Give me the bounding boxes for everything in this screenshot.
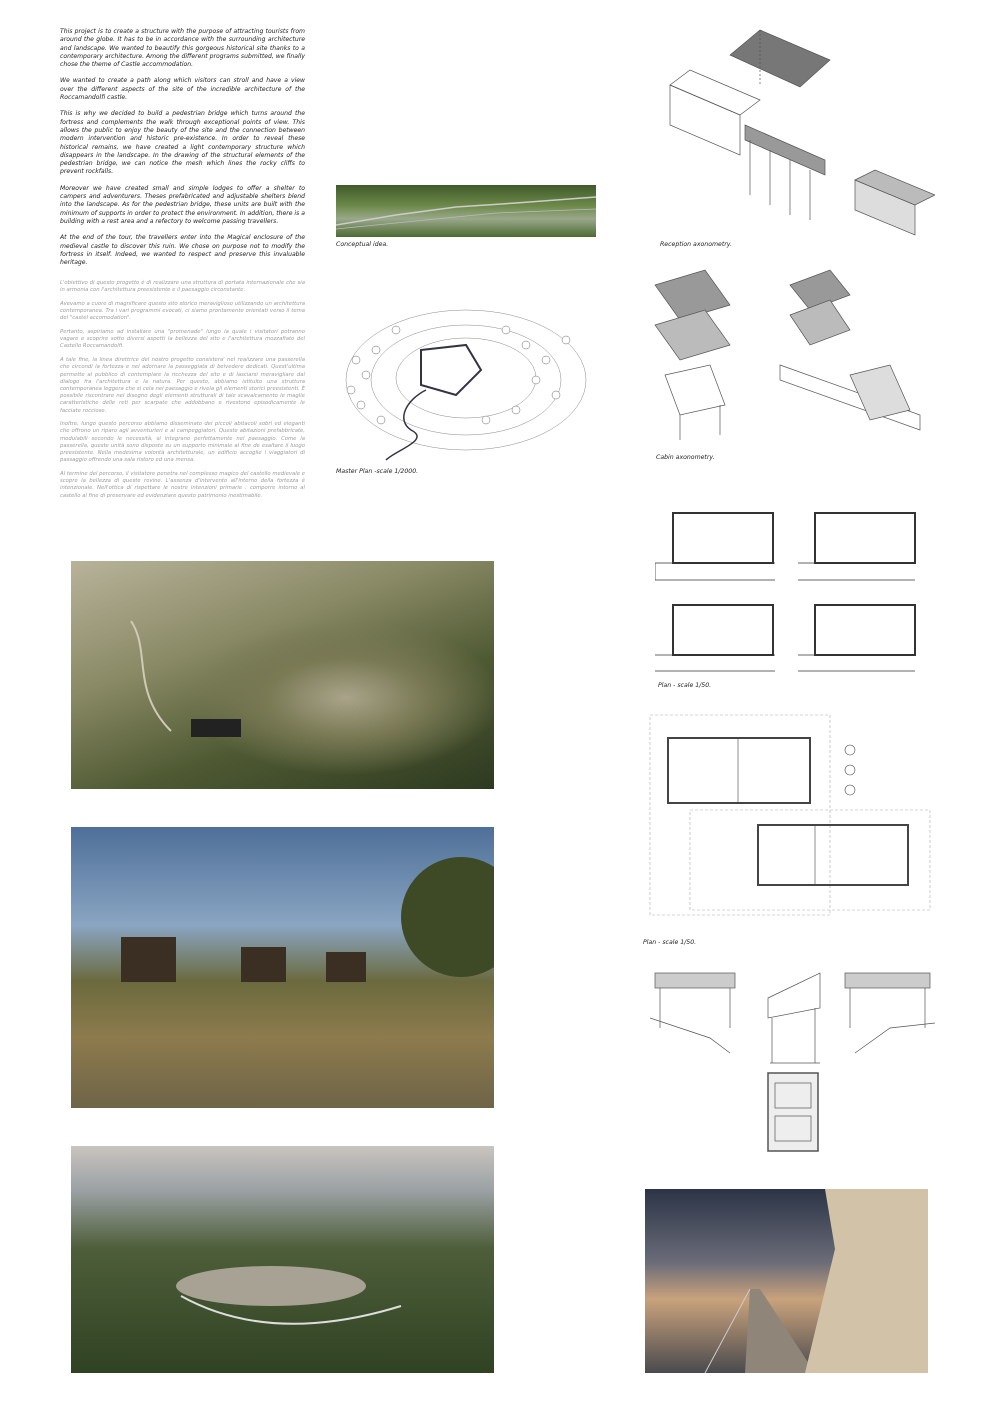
paragraph: We wanted to create a path along which visitors can stroll and have a view over the different aspects of the site of the incredible architecture of the Roccamandolfi castle. bbox=[60, 77, 305, 102]
paragraph: This project is to create a structure with the purpose of attracting tourists from around the globe. It has to be in accordance with the surrounding architecture and landscape. We wanted to beautify this gorgeous historical site thanks to a contemporary architecture. Among the different programs submitted, we finally chose the theme of Castle accommodation. bbox=[60, 28, 305, 69]
paragraph: At the end of the tour, the travellers enter into the Magical enclosure of the medieval castle to discover this ruin. We chose on purpose not to modify the fortress in itself. Indeed, we wanted to respect and preserve this invaluable heritage. bbox=[60, 234, 305, 267]
cabin-axonometry-drawing bbox=[650, 265, 935, 450]
cabins-hillside-render bbox=[71, 827, 494, 1108]
caption-plan-1: Plan - scale 1/50. bbox=[658, 682, 712, 689]
bridge-walkway-render bbox=[645, 1189, 928, 1373]
castle-aerial-render bbox=[71, 561, 494, 789]
paragraph: Inoltre, lungo questo percorso abbiamo disseminato dei piccoli abitacoli sobri ed eleganti che offrono un riparo agli avventurieri e ai campeggiatori. Queste abitazioni prefabbricate, modulabili secondo le necessità, si integrano perfettamente nel paesaggio. Come la passerella, queste unità sono disposte su un supporto minimale al fine de esaltare il luogo preesistente. Nella medesima volontà architetturale, un edificio accoglie i viaggiatori di passaggio offrendo una sala ristoro ed una mensa. bbox=[60, 421, 305, 464]
caption-plan-2: Plan - scale 1/50. bbox=[643, 939, 697, 946]
paragraph: Pertanto, aspiriamo ad installare una "promenade" lungo la quale i visitatori potranno vagare e scoprire sotto diversi aspetti la bellezza del sito e l'architettura mozzafiato del Castello Roccamandolfi. bbox=[60, 329, 305, 350]
caption-reception-axonometry: Reception axonometry. bbox=[660, 241, 732, 248]
caption-conceptual-idea: Conceptual idea. bbox=[336, 241, 389, 248]
paragraph: This is why we decided to build a pedestrian bridge which turns around the fortress and complements the walk through exceptional points of view. This allows the public to enjoy the beauty of the site and the connection between modern intervention and historic pre-existence. In order to reveal these historical remains, we have created a light contemporary structure which disappears in the landscape. In the drawing of the structural elements of the pedestrian bridge, we can notice the mesh which lines the rocky cliffs to prevent rockfalls. bbox=[60, 110, 305, 176]
paragraph: A tale fine, la linea direttrice del nostro progetto consistera' nel realizzare una passerella che circondi la fortezza e nel adornare la passeggiata di belvedere dedicati. Quest'ultima permette al pubblico di contemplare la ricchezza del sito e di lasciarsi meravigliare dal dialogo fra l'architettura e la natura. Per questo, abbiamo istituito una struttura contemporanea leggera che si cela nel paesaggio e rivela gli elementi storici preesistenti. È possibile riscontrare nel disegno degli elementi strutturali di tale scavalcamento le maglie caratteristiche delle reti per scarpate che addobbano e rivestono episodicamente le facciate rocciose. bbox=[60, 357, 305, 414]
paragraph: Moreover we have created small and simple lodges to offer a shelter to campers and adventurers. Theses prefabricated and adjustable shelters blend into the landscape. As for the pedestrian bridge, these units are built with the minimum of supports in order to protect the environment. In addition, there is a building with a rest area and a refectory to welcome passing travellers. bbox=[60, 184, 305, 225]
section-drawings bbox=[650, 968, 940, 1158]
reception-axonometry-drawing bbox=[650, 25, 935, 240]
paragraph: Al termine del percorso, il visitatore penetra nel complesso magico del castello medievale e scopre la bellezza di queste rovine. L'assenza d'intervento all'interno della fortezza è intenzionale. Nell'ottica di rispettare le nostre intenzioni primarie : comporre intorno al castello al fine di preservare ed evidenziare questo patrimonio inestimabile. bbox=[60, 470, 305, 499]
caption-cabin-axonometry: Cabin axonometry. bbox=[656, 454, 715, 461]
conceptual-idea-image bbox=[336, 185, 596, 237]
master-plan-drawing bbox=[336, 300, 596, 465]
project-description-english bbox=[60, 28, 305, 275]
caption-master-plan: Master Plan -scale 1/2000. bbox=[336, 468, 419, 475]
castle-bridge-valley-render bbox=[71, 1146, 494, 1373]
paragraph: L'obiettivo di questo progetto è di realizzare una struttura di portata internazionale che sia in armonia con l'architettura preesistente e il paesaggio circonstante. bbox=[60, 280, 305, 294]
cabin-plans-drawing bbox=[655, 505, 925, 675]
project-description-italian bbox=[60, 280, 305, 506]
reception-plan-drawing bbox=[640, 710, 932, 938]
paragraph: Avevamo a cuore di magnificare questo sito storico meraviglioso utilizzando un architettura contemporanea. Tra i vari programmi evocati, ci siamo prontamente orientati verso il tema del "castel accomodation". bbox=[60, 300, 305, 322]
